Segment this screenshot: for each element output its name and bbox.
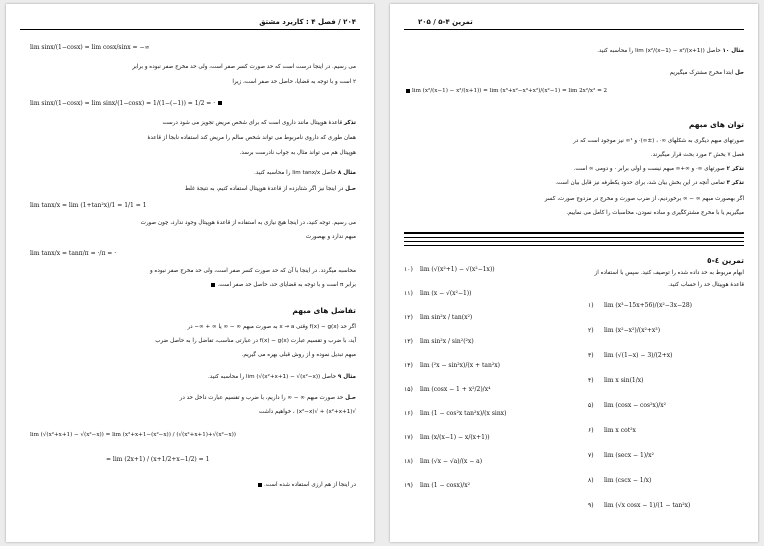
solution-line [180, 395, 356, 402]
exercise-expression: lim (1 − cosx)/x² [420, 482, 471, 489]
section-rule [404, 245, 744, 246]
header-rule [404, 29, 744, 30]
exercise-expression: lim (√(x²+1) − √(x²−1x)) [420, 266, 495, 273]
paragraph-line: مبهم ندارد و بهصورت [305, 234, 356, 240]
equation: = lim (2x+1) / (x+1/2+x−1/2) = 1 [106, 456, 210, 463]
note-text: صورتهای ∞· و ∞+∞ مبهم نیست و اولی برابر · و دومی ∞ است. [573, 166, 725, 172]
exercise-expression: lim (x²−x²)/(x²+x³) [604, 327, 661, 334]
exercise-item [404, 338, 474, 345]
example-label: مثال ۱۰ [722, 48, 744, 54]
note-label: تذکر [343, 120, 356, 126]
exercise-number: ۱۷) [404, 434, 413, 441]
equation: lim sinx/(1−cosx) = lim cosx/sinx = −∞ [30, 44, 150, 51]
note-line [555, 180, 744, 187]
paragraph-line: هوپیتال هم می تواند مثال به جواب نادرست برسد. [239, 150, 356, 156]
paragraph-line: مبهم تبدیل نموده و از روش قبلی بهره می گیریم. [241, 352, 356, 358]
header-rule [20, 29, 360, 30]
exercise-expression: lim (cosx − cos²x)/x² [604, 402, 667, 409]
end-mark-icon [258, 483, 262, 487]
exercise-item [404, 410, 506, 417]
solution-line [670, 70, 744, 77]
paragraph-line: ۲ است و با توجه به قضایا، حاصل حد صفر است، زیرا [232, 79, 356, 85]
section-rule [404, 232, 744, 234]
exercise-item [588, 502, 690, 509]
exercise-number: ۴) [588, 377, 594, 384]
exercise-item [588, 302, 692, 309]
paragraph-line [209, 282, 356, 289]
paragraph-line: محاسبه میگردد. در اینجا با آن که حد صورت کسر صفر است، ولی حد مخرج صفر نبوده و [149, 268, 356, 274]
exercise-expression: lim (²x − sin²x)/(x + tan²x) [420, 362, 500, 369]
paragraph-line: فصل ۷ بخش ۳ مورد بحث قرار میگیرند. [650, 152, 744, 158]
equation: lim tanx/x = lim (1+tan²x)/1 = 1/1 = 1 [30, 202, 147, 209]
paragraph-line: آید، با ضرب و تقسیم عبارت f(x) − g(x) در عبارتی مناسب، تفاضل را به حاصل ضرب [155, 338, 356, 344]
page-left [6, 4, 374, 542]
exercise-number: ۷) [588, 452, 594, 459]
exercise-expression: lim (secx − 1)/x² [604, 452, 654, 459]
example-label: مثال ۹ [337, 374, 356, 380]
exercise-item [588, 427, 636, 434]
section-title: تفاضل های مبهم [292, 306, 356, 315]
equation: lim sinx/(1−cosx) = lim sinx/(1−cosx) = 1/(1−(−1)) = 1/2 = · [30, 100, 216, 107]
solution-text: ابتدا مخرج مشترک میگیریم [669, 70, 734, 76]
exercise-item [588, 377, 644, 384]
example-line [597, 48, 744, 55]
paragraph-line: میگیریم یا با مخرج مشترکگیری و ساده نمودن، محاسبات را کامل می نماییم. [566, 210, 744, 216]
example-text: حاصل lim (√(x²+x+1) − √(x²−x)) را محاسبه کنید. [208, 374, 337, 380]
exercise-item [404, 386, 491, 393]
exercise-expression: lim x sin(1/x) [604, 377, 644, 384]
exercise-item [404, 482, 470, 489]
exercise-number: ۱۶) [404, 410, 413, 417]
exercise-number: ۱۴) [404, 362, 413, 369]
paragraph-line: صورتهای مبهم دیگری به شکلهای ∞· ، (±∞)· و ¹∞ نیز موجود است که در [573, 138, 744, 144]
example-text: حاصل lim tanx/x را محاسبه کنید. [254, 170, 337, 176]
exercise-number: ۱۵) [404, 386, 413, 393]
paragraph-line [256, 482, 356, 489]
exercise-expression: lim (√x − √a)/(x − a) [420, 458, 483, 465]
paragraph-text: برابر π است و با توجه به قضایای حد، حاصل حد صفر است. [217, 282, 356, 288]
exercise-item [404, 314, 472, 321]
exercise-number: ۹) [588, 502, 594, 509]
exercise-item [404, 290, 471, 297]
paragraph-line: همان طوری که داروی نامربوط می تواند شخص سالم را مریض کند استفاده نابجا از قاعدهٔ [147, 135, 356, 141]
exercise-number: ۱۳) [404, 338, 413, 345]
example-line [208, 374, 356, 381]
note-label: تذکر ۳ [726, 180, 744, 186]
example-label: مثال ۸ [337, 170, 356, 176]
paragraph-line: اگر بهصورت مبهم ∞ − ∞ برخوردیم، از ضرب صورت و مخرج در مزدوج صورت، کسر [544, 196, 744, 202]
note-line [163, 120, 356, 127]
exercise-number: ۱۱) [404, 290, 413, 297]
exercise-item [404, 362, 500, 369]
exercise-number: ۸) [588, 477, 594, 484]
paragraph-line: √(x²+x+1) + √(x²−x) ، خواهیم داشت [258, 409, 356, 415]
exercise-expression: lim (cscx − 1/x) [604, 477, 652, 484]
exercise-item [588, 352, 672, 359]
exercise-item [588, 452, 654, 459]
exercise-expression: lim sin²x / tan(x²) [420, 314, 473, 321]
exercise-number: ۱) [588, 302, 594, 309]
exercise-item [404, 434, 490, 441]
note-line [574, 166, 744, 173]
instruction-line: قاعدهٔ هوپیتال حد را حساب کنید. [668, 282, 744, 288]
section-title: توان های مبهم [688, 120, 744, 129]
solution-line [185, 186, 356, 193]
exercise-number: ۳) [588, 352, 594, 359]
exercise-item [404, 458, 482, 465]
page-header: تمرین ۴-۵ / ۲۰۵ [418, 18, 473, 26]
exercise-number: ۱۰) [404, 266, 413, 273]
exercise-item [588, 402, 666, 409]
exercise-expression: lim (cosx − 1 + x²/2)/x⁴ [420, 386, 491, 393]
note-label: تذکر ۲ [726, 166, 744, 172]
example-line [254, 170, 356, 177]
exercise-expression: lim (1 − cos²x tan²x)/(x sinx) [420, 410, 507, 417]
paragraph-line: می رسیم. در اینجا درست است که حد صورت کسر صفر است، ولی حد مخرج صفر نبوده و برابر [132, 64, 356, 70]
page-right [390, 4, 758, 542]
exercise-item [588, 477, 651, 484]
exercise-number: ۱۲) [404, 314, 413, 321]
page-header: ۲۰۴ / فصل ۴ : کاربرد مشتق [259, 18, 356, 26]
note-text: تمامی آنچه در این بخش بیان شد، برای حدود یکطرفه نیز قابل بیان است. [555, 180, 725, 186]
exercise-expression: lim sin²x / sin²(²x) [420, 338, 474, 345]
paragraph-line: اگر حد f(x) − g(x) وقتی x → a به صورت مبهم ∞ − ∞ یا ∞ + ∞− در [187, 324, 356, 330]
note-text: قاعدهٔ هوپیتال مانند داروی است که برای شخص مریض تجویز می شود درست [162, 120, 343, 126]
exercise-expression: lim (x³−15x+56)/(x²−3x−28) [604, 302, 692, 309]
equation: lim (√(x²+x+1) − √(x²−x)) = lim (x²+x+1−(x²−x)) / (√(x²+x+1)+√(x²−x)) [30, 432, 236, 438]
paragraph-line: می رسیم. توجه کنید، در اینجا هیچ نیازی به استفاده از قاعدهٔ هوپیتال وجود ندارد، چون صورت [140, 220, 356, 226]
solution-text: حد صورت مبهم ∞ − ∞ را داریم، با ضرب و تقسیم عبارت داخل حد در [179, 395, 344, 401]
exercise-item [588, 327, 660, 334]
solution-label: حل [734, 70, 744, 76]
solution-label: حـل [345, 186, 356, 192]
exercise-expression: lim x cot²x [604, 427, 636, 434]
example-text: حاصل lim (x²/(x−1) − x²/(x+1)) را محاسبه کنید. [597, 48, 721, 54]
exercise-expression: lim (x − √(x²−1)) [420, 290, 472, 297]
end-mark-icon [218, 101, 222, 105]
exercise-title: تمرین ٤-٥ [707, 256, 744, 265]
exercise-number: ۵) [588, 402, 594, 409]
exercise-number: ۱۸) [404, 458, 413, 465]
exercise-expression: lim (√(1−x) − 3)/(2+x) [604, 352, 673, 359]
end-mark-icon [211, 283, 215, 287]
end-mark-icon [406, 89, 410, 93]
solution-text: در اینجا نیز اگر شتابزده از قاعدهٔ هوپیتال استفاده کنیم، به نتیجهٔ غلط [184, 186, 344, 192]
equation: lim tanx/x = tanπ/π = ·/π = · [30, 250, 117, 257]
equation-text: lim (x²/(x−1) − x²/(x+1)) = lim (x³+x²−x³+x²)/(x²−1) = lim 2x²/x² = 2 [412, 88, 608, 94]
section-rule [404, 237, 744, 238]
exercise-expression: lim (x/(x−1) − x/(x+1)) [420, 434, 490, 441]
section-rule [404, 241, 744, 242]
exercise-number: ۱۹) [404, 482, 413, 489]
exercise-number: ۶) [588, 427, 594, 434]
instruction-line: ابهام مربوط به حد داده شده را توصیف کنید. سپس با استفاده از [594, 270, 744, 276]
exercise-item [404, 266, 495, 273]
paragraph-text: در اینجا از هم ارزی استفاده شده است. [264, 482, 356, 488]
exercise-expression: lim (√x cosx − 1)/(1 − tan²x) [604, 502, 691, 509]
solution-label: حـل [345, 395, 356, 401]
equation [404, 88, 607, 95]
exercise-number: ۲) [588, 327, 594, 334]
